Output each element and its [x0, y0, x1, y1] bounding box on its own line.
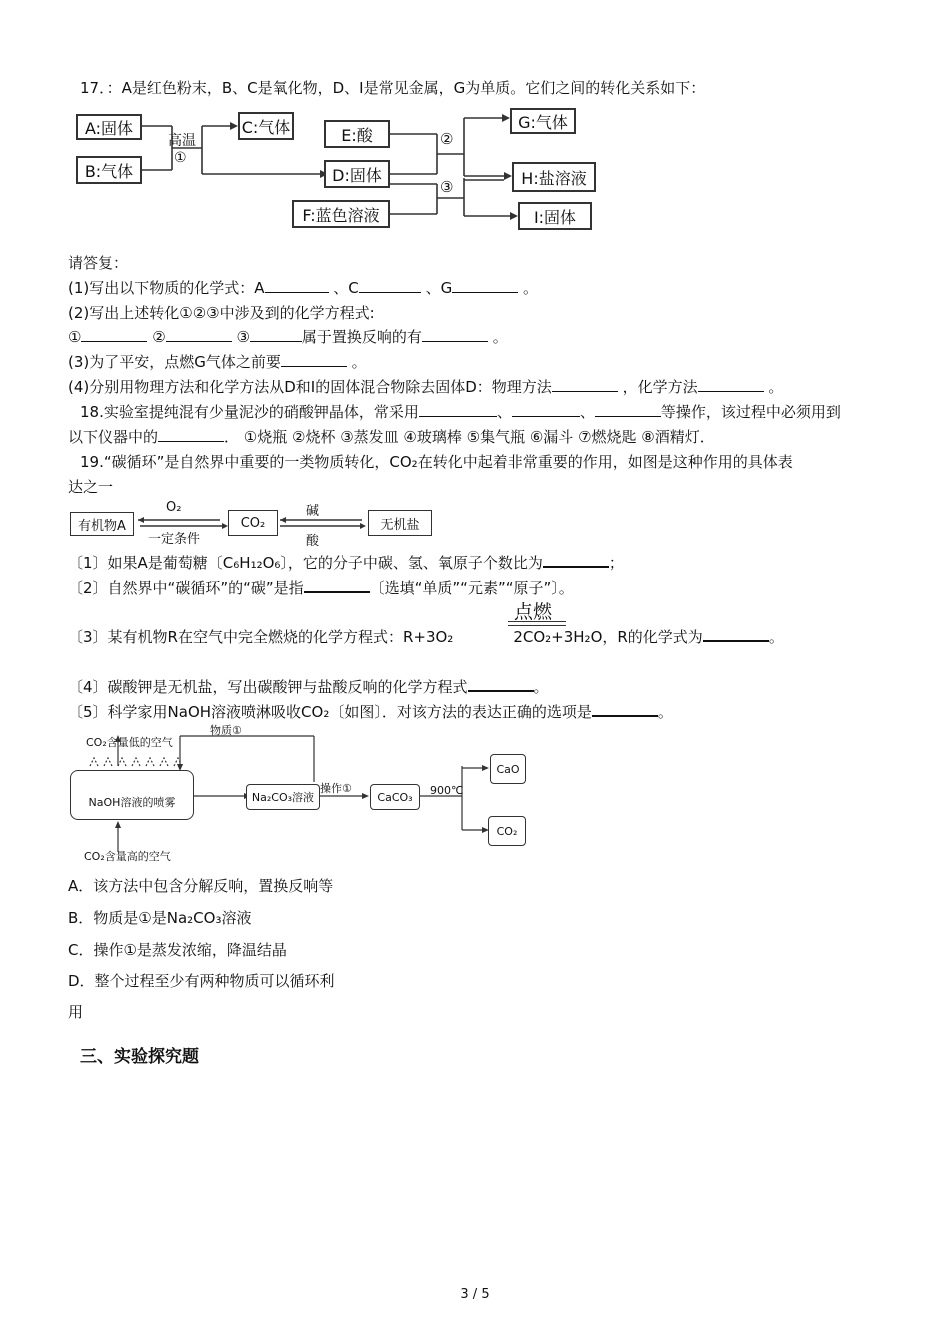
organic-a-box: 有机物A: [70, 512, 134, 536]
blank-op1[interactable]: [419, 402, 497, 417]
cycle-o2: O₂: [166, 500, 182, 515]
temperature-label: 900℃: [430, 784, 464, 797]
blank-atom-ratio[interactable]: [543, 552, 609, 568]
q17-p2-mid: 属于置换反响的有: [301, 328, 422, 346]
q17-answer-intro: 请答复：: [68, 254, 129, 272]
box-b: B:气体: [76, 156, 142, 184]
q17-p1-end: 。: [522, 279, 538, 297]
blank-c[interactable]: [359, 278, 421, 293]
cond2-mark: ②: [440, 130, 454, 148]
q19-s4-text: 〔4〕碳酸钾是无机盐，写出碳酸钾与盐酸反响的化学方程式: [68, 678, 468, 696]
q18-mid: 等操作，该过程中必须用到: [660, 403, 841, 421]
q19-line1: 19.“碳循环”是自然界中重要的一类物质转化，CO₂在转化中起着非常重要的作用，如图是这种作用的具体表: [80, 453, 793, 471]
blank-k2co3-equation[interactable]: [468, 676, 534, 692]
option-d[interactable]: D．整个过程至少有两种物质可以循环利: [68, 972, 335, 990]
q19-s3-right: 2CO₂+3H₂O，R的化学式为: [513, 628, 703, 646]
cond3-mark: ③: [440, 178, 454, 196]
q18-line1: [80, 402, 841, 422]
q17-p3-text: (3)为了平安，点燃G气体之前要: [68, 353, 281, 371]
q18-text: 18.实验室提纯混有少量泥沙的硝酸钾晶体，常采用: [80, 403, 419, 421]
q19-s3: [68, 626, 784, 647]
q17-p3-end: 。: [351, 353, 367, 371]
blank-eq1[interactable]: [81, 327, 147, 342]
box-h: H:盐溶液: [512, 162, 596, 192]
cycle-base: 碱: [306, 504, 320, 519]
q17-p1-c: 、C: [333, 279, 359, 297]
eq2-label: ②: [152, 328, 166, 346]
q17-diagram: [72, 108, 602, 236]
blank-op3[interactable]: [595, 402, 661, 417]
q18-options: ． ①烧瓶 ②烧杯 ③蒸发皿 ④玻璃棒 ⑤集气瓶 ⑥漏斗 ⑦燃烧匙 ⑧酒精灯．: [224, 428, 715, 446]
blank-safety[interactable]: [281, 352, 347, 367]
box-g: G:气体: [510, 108, 576, 134]
q19-s5-text: 〔5〕科学家用NaOH溶液喷淋吸收CO₂〔如图〕．对该方法的表达正确的选项是: [68, 703, 592, 721]
q19-s1-end: ；: [608, 554, 624, 572]
q17-p2-end: 。: [492, 328, 508, 346]
q17-part2-blanks: [68, 327, 508, 347]
q19-s4-end: 。: [533, 678, 549, 696]
low-co2-air-label: CO₂含量低的空气: [86, 736, 173, 749]
option-b[interactable]: B．物质是①是Na₂CO₃溶液: [68, 909, 252, 927]
q17-part2: (2)写出上述转化①②③中涉及到的化学方程式:: [68, 304, 375, 322]
naoh-spray-box: NaOH溶液的喷雾: [70, 770, 194, 820]
q19-s4: [68, 676, 549, 697]
box-c: C:气体: [238, 112, 294, 140]
q19-s5-end: 。: [657, 703, 673, 721]
q18-sep1: 、: [496, 403, 512, 421]
q17-stem: 17．：A是红色粉末，B、C是氧化物，D、I是常见金属，G为单质。它们之间的转化关系如下：: [80, 79, 706, 97]
eq3-label: ③: [236, 328, 250, 346]
q17-part3: [68, 352, 367, 372]
material-1-label: 物质①: [210, 724, 242, 737]
blank-carbon-meaning[interactable]: [304, 577, 370, 593]
eq1-label: ①: [68, 328, 82, 346]
q19-s3-end: 。: [768, 628, 784, 646]
co2-product-box: CO₂: [488, 816, 526, 846]
blank-instruments[interactable]: [158, 427, 224, 442]
blank-physical[interactable]: [552, 377, 618, 392]
cao-box: CaO: [490, 754, 526, 784]
blank-r-formula[interactable]: [703, 626, 769, 642]
blank-op2[interactable]: [512, 402, 580, 417]
q18-sep2: 、: [579, 403, 595, 421]
box-e: E:酸: [324, 120, 390, 148]
cond1-mark: ①: [174, 150, 187, 166]
box-f: F:蓝色溶液: [292, 200, 390, 228]
q18-line2: [68, 427, 715, 447]
option-a[interactable]: A．该方法中包含分解反响，置换反响等: [68, 877, 334, 895]
option-c[interactable]: C．操作①是蒸发浓缩，降温结晶: [68, 941, 287, 959]
high-co2-air-label: CO₂含量高的空气: [84, 850, 171, 863]
blank-displacement[interactable]: [422, 327, 488, 342]
blank-a[interactable]: [265, 278, 329, 293]
box-d: D:固体: [324, 160, 390, 188]
blank-eq2[interactable]: [166, 327, 232, 342]
q19-s5: [68, 701, 673, 722]
section-3-heading: 三、实验探究题: [80, 1047, 199, 1067]
q19-s1: [68, 552, 624, 573]
blank-g[interactable]: [452, 278, 518, 293]
q17-part1: [68, 278, 538, 298]
q19-s3-left: 〔3〕某有机物R在空气中完全燃烧的化学方程式：R+3O₂: [68, 628, 454, 646]
cycle-co2-box: CO₂: [228, 510, 278, 536]
q19-s2: [68, 577, 574, 598]
na2co3-box: Na₂CO₃溶液: [246, 784, 320, 810]
q19-s2-end: 〔选填“单质”“元素”“原子”〕。: [369, 579, 574, 597]
q19-line2: 达之一: [68, 478, 114, 496]
blank-correct-option[interactable]: [592, 701, 658, 717]
q17-p4-end: 。: [768, 378, 784, 396]
q17-p1-g: 、G: [425, 279, 453, 297]
operation-1-label: 操作①: [320, 782, 352, 795]
box-i: I:固体: [518, 202, 592, 230]
q19-s1-text: 〔1〕如果A是葡萄糖〔C₆H₁₂O₆〕，它的分子中碳、氢、氧原子个数比为: [68, 554, 543, 572]
cycle-acid: 酸: [306, 534, 320, 549]
blank-eq3[interactable]: [250, 327, 302, 342]
ignite-condition: 点燃: [514, 601, 553, 623]
q17-part4: [68, 377, 783, 397]
q17-p4-mid: ，化学方法: [622, 378, 698, 396]
box-a: A:固体: [76, 114, 142, 140]
carbon-cycle-diagram: [68, 498, 438, 549]
page-number: 3 / 5: [460, 1287, 490, 1302]
inorganic-salt-box: 无机盐: [368, 510, 432, 536]
naoh-flow-diagram: [68, 722, 538, 862]
q18-line2-text: 以下仪器中的: [68, 428, 159, 446]
option-d-cont: 用: [68, 1003, 84, 1021]
cond1-top: 高温: [168, 133, 196, 149]
q17-p4-text: (4)分别用物理方法和化学方法从D和I的固体混合物除去固体D：物理方法: [68, 378, 552, 396]
q17-p1-text: (1)写出以下物质的化学式：A: [68, 279, 265, 297]
q19-s2-text: 〔2〕自然界中“碳循环”的“碳”是指: [68, 579, 304, 597]
blank-chemical[interactable]: [698, 377, 764, 392]
cycle-condition: 一定条件: [148, 532, 201, 547]
caco3-box: CaCO₃: [370, 784, 420, 810]
